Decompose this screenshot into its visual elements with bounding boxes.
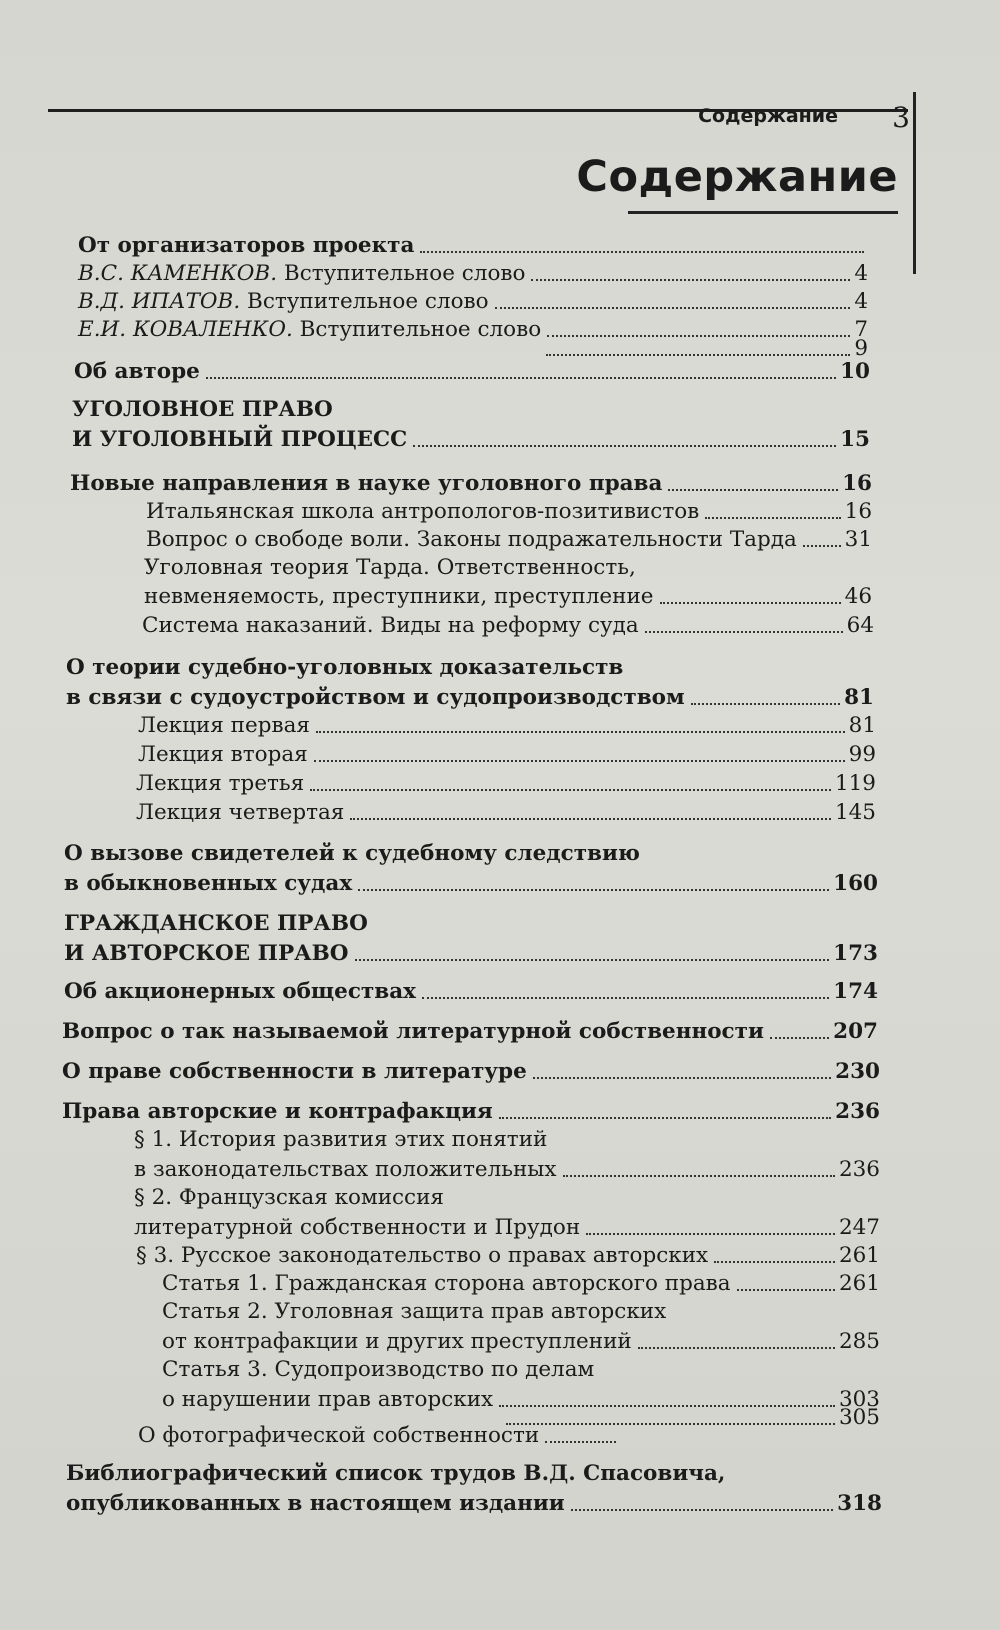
toc-entry[interactable] bbox=[72, 426, 870, 453]
toc-entry[interactable] bbox=[66, 684, 874, 711]
toc-page-number: 81 bbox=[844, 685, 874, 710]
toc-entry-title: Лекция вторая bbox=[138, 742, 308, 767]
toc-entry-line: О вызове свидетелей к судебному следствию bbox=[64, 841, 640, 866]
toc-entry-title: в обыкновенных судах bbox=[64, 871, 353, 896]
toc-entry-line: Библиографический список трудов В.Д. Спасовича, bbox=[66, 1461, 726, 1486]
toc-page-number: 145 bbox=[834, 800, 876, 825]
toc-page-number: 173 bbox=[833, 941, 878, 966]
toc-entry-line: Уголовная теория Тарда. Ответственность, bbox=[144, 555, 636, 580]
dot-leader bbox=[563, 1175, 835, 1177]
toc-entry-title: § 3. Русское законодательство о правах авторских bbox=[136, 1243, 709, 1268]
dot-leader bbox=[499, 1117, 831, 1119]
dot-leader bbox=[206, 377, 836, 379]
toc-author: В.Д. ИПАТОВ. bbox=[78, 289, 241, 314]
toc-entry-title: Лекция четвертая bbox=[136, 800, 345, 825]
toc-entry-line: § 2. Французская комиссия bbox=[134, 1185, 444, 1210]
toc-entry-title: Новые направления в науке уголовного права bbox=[70, 471, 663, 496]
dot-leader bbox=[545, 1441, 616, 1443]
toc-entry-title: в законодательствах положительных bbox=[134, 1157, 557, 1182]
toc-entry[interactable] bbox=[136, 770, 876, 797]
toc-entry-title: Вступительное слово bbox=[299, 317, 542, 342]
dot-leader bbox=[770, 1037, 829, 1039]
toc-page-number: 305 bbox=[838, 1405, 880, 1430]
dot-leader bbox=[531, 279, 850, 281]
dot-leader bbox=[358, 889, 829, 891]
toc-entry[interactable] bbox=[66, 1490, 882, 1517]
dot-leader bbox=[546, 354, 850, 356]
toc-page-number: 174 bbox=[833, 979, 878, 1004]
toc-page-number: 207 bbox=[833, 1019, 878, 1044]
toc-entry[interactable] bbox=[144, 583, 872, 610]
dot-leader bbox=[638, 1347, 835, 1349]
toc-page-number: 81 bbox=[848, 713, 876, 738]
toc-entry[interactable] bbox=[136, 799, 876, 826]
toc-entry[interactable] bbox=[162, 1270, 880, 1297]
toc-entry[interactable] bbox=[138, 741, 876, 768]
running-head bbox=[48, 103, 918, 139]
toc-entry[interactable] bbox=[138, 1422, 620, 1449]
dot-leader bbox=[586, 1233, 835, 1235]
toc-entry-title: от контрафакции и других преступлений bbox=[162, 1329, 632, 1354]
toc-entry-title: Об авторе bbox=[74, 359, 200, 384]
toc-page-number: 10 bbox=[840, 359, 870, 384]
dot-leader bbox=[668, 489, 838, 491]
toc-page-number: 16 bbox=[844, 499, 872, 524]
toc-page-number: 15 bbox=[840, 427, 870, 452]
dot-leader bbox=[310, 789, 831, 791]
dot-leader bbox=[413, 445, 836, 447]
toc-entry[interactable] bbox=[62, 1098, 880, 1125]
dot-leader bbox=[660, 602, 841, 604]
toc-page-number: 7 bbox=[854, 317, 868, 342]
toc-entry[interactable] bbox=[70, 470, 872, 497]
toc-page-number: 4 bbox=[854, 261, 868, 286]
toc-page-number: 46 bbox=[844, 584, 872, 609]
toc-entry[interactable] bbox=[64, 940, 878, 967]
toc-entry-title: И УГОЛОВНЫЙ ПРОЦЕСС bbox=[72, 427, 408, 452]
toc-page-number: 236 bbox=[838, 1157, 880, 1182]
toc-page-number: 303 bbox=[838, 1387, 880, 1412]
toc-entry-line: Статья 2. Уголовная защита прав авторских bbox=[162, 1299, 667, 1324]
toc-page-number: 64 bbox=[846, 613, 874, 638]
toc-page-number: 261 bbox=[838, 1243, 880, 1268]
toc-entry[interactable] bbox=[142, 612, 874, 639]
dot-leader bbox=[714, 1261, 835, 1263]
toc-entry-line: О теории судебно-уголовных доказательств bbox=[66, 655, 624, 680]
toc-entry-title: Вступительное слово bbox=[247, 289, 489, 314]
toc-author: В.С. КАМЕНКОВ. bbox=[78, 261, 278, 286]
toc-entry[interactable] bbox=[62, 1018, 878, 1045]
toc-author: Е.И. КОВАЛЕНКО. bbox=[78, 317, 293, 342]
toc-page-number: 9 bbox=[854, 336, 868, 361]
dot-leader bbox=[355, 959, 830, 961]
toc-entry-line: § 1. История развития этих понятий bbox=[134, 1127, 548, 1152]
toc-entry-line: ГРАЖДАНСКОЕ ПРАВО bbox=[64, 911, 368, 936]
toc-page-number: 119 bbox=[834, 771, 876, 796]
toc-entry[interactable] bbox=[64, 978, 878, 1005]
toc-entry[interactable] bbox=[78, 260, 868, 287]
toc-entry-line: Статья 3. Судопроизводство по делам bbox=[162, 1357, 595, 1382]
dot-leader bbox=[422, 997, 829, 999]
dot-leader bbox=[737, 1289, 835, 1291]
toc-entry[interactable] bbox=[134, 1214, 880, 1241]
dot-leader bbox=[350, 818, 831, 820]
dot-leader bbox=[705, 517, 840, 519]
toc-entry[interactable] bbox=[138, 712, 876, 739]
toc-entry[interactable] bbox=[134, 1156, 880, 1183]
toc-page-number: 318 bbox=[837, 1491, 882, 1516]
toc-page-number: 236 bbox=[835, 1099, 880, 1124]
toc-entry-title: литературной собственности и Прудон bbox=[134, 1215, 581, 1240]
toc-entry-title: Вопрос о так называемой литературной собственности bbox=[62, 1019, 764, 1044]
toc-entry-title: Вопрос о свободе воли. Законы подражательности Тарда bbox=[146, 527, 797, 552]
dot-leader bbox=[803, 545, 841, 547]
toc-entry-line: УГОЛОВНОЕ ПРАВО bbox=[72, 397, 333, 422]
page-title: Содержание bbox=[576, 152, 898, 202]
toc-page-number: 99 bbox=[848, 742, 876, 767]
dot-leader bbox=[316, 731, 845, 733]
toc-page-number: 16 bbox=[842, 471, 872, 496]
dot-leader bbox=[645, 631, 843, 633]
toc-entry-title: Статья 1. Гражданская сторона авторского права bbox=[162, 1271, 731, 1296]
toc-entry-title: Об акционерных обществах bbox=[64, 979, 416, 1004]
toc-entry[interactable] bbox=[162, 1328, 880, 1355]
toc-entry-title: Права авторские и контрафакция bbox=[62, 1099, 493, 1124]
toc-entry[interactable] bbox=[136, 1242, 880, 1269]
toc-entry[interactable] bbox=[62, 1058, 880, 1085]
toc-page-number: 31 bbox=[844, 527, 872, 552]
toc-entry-title: невменяемость, преступники, преступление bbox=[144, 584, 654, 609]
toc-page-number: 230 bbox=[835, 1059, 880, 1084]
toc-entry[interactable] bbox=[146, 498, 872, 525]
dot-leader bbox=[314, 760, 845, 762]
toc-entry-title: От организаторов проекта bbox=[78, 233, 415, 258]
dot-leader bbox=[420, 251, 864, 253]
title-underline bbox=[628, 211, 898, 214]
toc-page-number: 160 bbox=[833, 871, 878, 896]
page-number: 3 bbox=[892, 101, 910, 134]
toc-entry-title: И АВТОРСКОЕ ПРАВО bbox=[64, 941, 349, 966]
toc-entry-title: Вступительное слово bbox=[283, 261, 526, 286]
running-head-title: Содержание bbox=[698, 105, 838, 127]
header-vertical-rule bbox=[913, 92, 916, 274]
toc-entry[interactable] bbox=[64, 870, 878, 897]
toc-entry-title: Итальянская школа антропологов-позитивистов bbox=[146, 499, 700, 524]
toc-page-number: 247 bbox=[838, 1215, 880, 1240]
dot-leader bbox=[571, 1509, 833, 1511]
toc-entry-title: о нарушении прав авторских bbox=[162, 1387, 494, 1412]
dot-leader bbox=[495, 307, 851, 309]
toc-entry[interactable] bbox=[74, 358, 870, 385]
toc-entry-title: в связи с судоустройством и судопроизводством bbox=[66, 685, 685, 710]
toc-entry[interactable] bbox=[146, 526, 872, 553]
toc-entry-title: О фотографической собственности bbox=[138, 1423, 540, 1448]
toc-entry-title: Лекция третья bbox=[136, 771, 305, 796]
toc-entry-title: О праве собственности в литературе bbox=[62, 1059, 527, 1084]
dot-leader bbox=[691, 703, 840, 705]
toc-entry-title: опубликованных в настоящем издании bbox=[66, 1491, 565, 1516]
toc-page-number: 285 bbox=[838, 1329, 880, 1354]
toc-entry[interactable] bbox=[78, 232, 868, 259]
toc-entry[interactable] bbox=[78, 288, 868, 315]
toc-page-number: 4 bbox=[854, 289, 868, 314]
toc-entry-title: Система наказаний. Виды на реформу суда bbox=[142, 613, 639, 638]
dot-leader bbox=[533, 1077, 831, 1079]
toc-entry-title: Лекция первая bbox=[138, 713, 310, 738]
toc-page-number: 261 bbox=[838, 1271, 880, 1296]
